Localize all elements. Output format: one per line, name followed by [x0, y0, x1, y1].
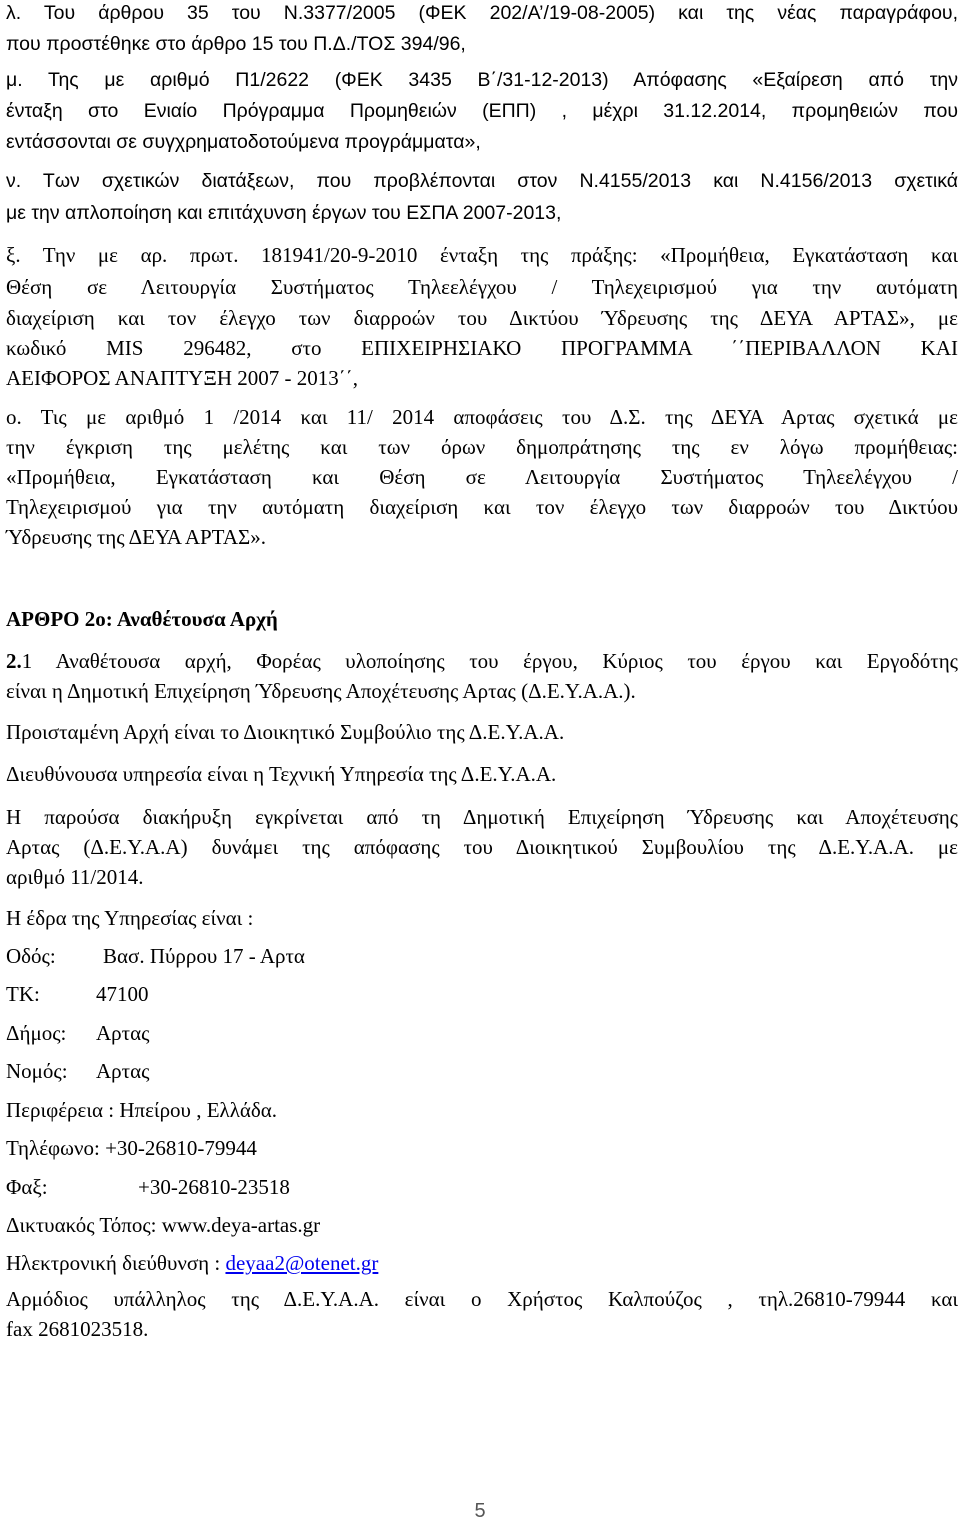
seat-intro: Η έδρα της Υπηρεσίας είναι :: [6, 906, 254, 930]
contracting-authority-text: Προισταμένη Αρχή είναι το Διοικητικό Συμβούλιο της Δ.Ε.Υ.Α.Α.: [6, 720, 565, 744]
item-m-line-1: μ. Της με αριθμό Π1/2622 (ΦΕΚ 3435 Β΄/31-12-2013) Απόφασης «Εξαίρεση από την: [6, 69, 958, 91]
item-x-line-4: κωδικό MIS 296482, στο ΕΠΙΧΕΙΡΗΣΙΑΚΟ ΠΡΟΓΡΑΜΜΑ ΄΄ΠΕΡΙΒΑΛΛΟΝ ΚΑΙ: [6, 336, 958, 360]
phone-value: +30-26810-79944: [105, 1136, 257, 1160]
item-x-line-1: ξ. Την με αρ. πρωτ. 181941/20-9-2010 ένταξη της πράξης: «Προμήθεια, Εγκατάσταση και: [6, 243, 958, 267]
item-o-line-2: την έγκριση της μελέτης και των όρων δημοπράτησης της εν λόγω προμήθειας:: [6, 435, 958, 459]
street-label: Οδός:: [6, 944, 56, 968]
municipality-label: Δήμος:: [6, 1021, 67, 1045]
street-value: Βασ. Πύρρου 17 - Αρτα: [103, 944, 305, 968]
paragraph-2-1-text: 1 Αναθέτουσα αρχή, Φορέας υλοποίησης του έργου, Κύριος του έργου και Εργοδότης: [21, 649, 958, 673]
phone-row: [6, 1135, 958, 1161]
item-l-line-1: λ. Του άρθρου 35 του Ν.3377/2005 (ΦΕΚ 202/Α’/19-08-2005) και της νέας παραγράφου,: [6, 2, 958, 24]
item-m-line-3: εντάσσονται σε συγχρηματοδοτούμενα προγράμματα»,: [6, 131, 481, 153]
item-n-line-2: με την απλοποίηση και επιτάχυνση έργων του ΕΣΠΑ 2007-2013,: [6, 202, 562, 224]
item-o-line-1: ο. Τις με αριθμό 1 /2014 και 11/ 2014 αποφάσεις του Δ.Σ. της ΔΕΥΑ Αρτας σχετικά με: [6, 405, 958, 429]
paragraph-number: 2.: [6, 649, 22, 673]
officer-line-2: fax 2681023518.: [6, 1317, 149, 1341]
item-n-line-1: ν. Των σχετικών διατάξεων, που προβλέπονται στον Ν.4155/2013 και Ν.4156/2013 σχετικά: [6, 170, 958, 192]
prefecture-label: Νομός:: [6, 1059, 68, 1083]
paragraph-2-1-line-1: [6, 648, 958, 674]
item-m-line-2: ένταξη στο Ενιαίο Πρόγραμμα Προμηθειών (ΕΠΠ) , μέχρι 31.12.2014, προμηθειών που: [6, 100, 958, 122]
zip-row: [6, 981, 958, 1007]
officer-line-1: Αρμόδιος υπάλληλος της Δ.Ε.Υ.Α.Α. είναι ο Χρήστος Καλπούζος , τηλ.26810-79944 και: [6, 1287, 958, 1311]
fax-label: Φαξ:: [6, 1175, 48, 1199]
item-l-line-2: που προστέθηκε στο άρθρο 15 του Π.Δ./ΤΟΣ 394/96,: [6, 33, 466, 55]
phone-label: Τηλέφωνο:: [6, 1136, 100, 1160]
website-text: Δικτυακός Τόπος: www.deya-artas.gr: [6, 1213, 321, 1237]
prefecture-value: Αρτας: [96, 1059, 150, 1083]
zip-label: ΤΚ:: [6, 982, 40, 1006]
article-heading: ΑΡΘΡΟ 2ο: Αναθέτουσα Αρχή: [6, 607, 278, 631]
item-o-line-5: Ύδρευσης της ΔΕΥΑ ΑΡΤΑΣ».: [6, 525, 266, 549]
email-row: [6, 1250, 958, 1276]
approval-line-3: αριθμό 11/2014.: [6, 865, 144, 889]
fax-row: [6, 1174, 958, 1200]
municipality-row: [6, 1020, 958, 1046]
paragraph-2-1-line-2: είναι η Δημοτική Επιχείρηση Ύδρευσης Αποχέτευσης Αρτας (Δ.Ε.Υ.Α.Α.).: [6, 679, 636, 703]
item-x-line-3: διαχείριση και τον έλεγχο των διαρροών του Δικτύου Ύδρευσης της ΔΕΥΑ ΑΡΤΑΣ», με: [6, 306, 958, 330]
page-number: 5: [474, 1500, 486, 1522]
zip-value: 47100: [96, 982, 149, 1006]
fax-value: +30-26810-23518: [138, 1175, 290, 1199]
item-x-line-5: ΑΕΙΦΟΡΟΣ ΑΝΑΠΤΥΞΗ 2007 - 2013΄΄,: [6, 366, 358, 390]
region-text: Περιφέρεια : Ηπείρου , Ελλάδα.: [6, 1098, 278, 1122]
approval-line-1: Η παρούσα διακήρυξη εγκρίνεται από τη Δημοτική Επιχείρηση Ύδρευσης και Αποχέτευσης: [6, 805, 958, 829]
municipality-value: Αρτας: [96, 1021, 150, 1045]
prefecture-row: [6, 1058, 958, 1084]
item-o-line-4: Τηλεχειρισμού για την αυτόματη διαχείριση και τον έλεγχο των διαρροών του Δικτύου: [6, 495, 958, 519]
item-x-line-2: Θέση σε Λειτουργία Συστήματος Τηλεελέγχου / Τηλεχειρισμού για την αυτόματη: [6, 275, 958, 299]
item-o-line-3: «Προμήθεια, Εγκατάσταση και Θέση σε Λειτουργία Συστήματος Τηλεελέγχου /: [6, 465, 958, 489]
email-label: Ηλεκτρονική διεύθυνση :: [6, 1251, 221, 1275]
approval-line-2: Αρτας (Δ.Ε.Υ.Α.Α) δυνάμει της απόφασης του Διοικητικού Συμβουλίου της Δ.Ε.Υ.Α.Α. με: [6, 835, 958, 859]
directing-service-text: Διευθύνουσα υπηρεσία είναι η Τεχνική Υπηρεσία της Δ.Ε.Υ.Α.Α.: [6, 762, 557, 786]
email-link[interactable]: deyaa2@otenet.gr: [225, 1251, 379, 1275]
street-row: [6, 943, 958, 969]
